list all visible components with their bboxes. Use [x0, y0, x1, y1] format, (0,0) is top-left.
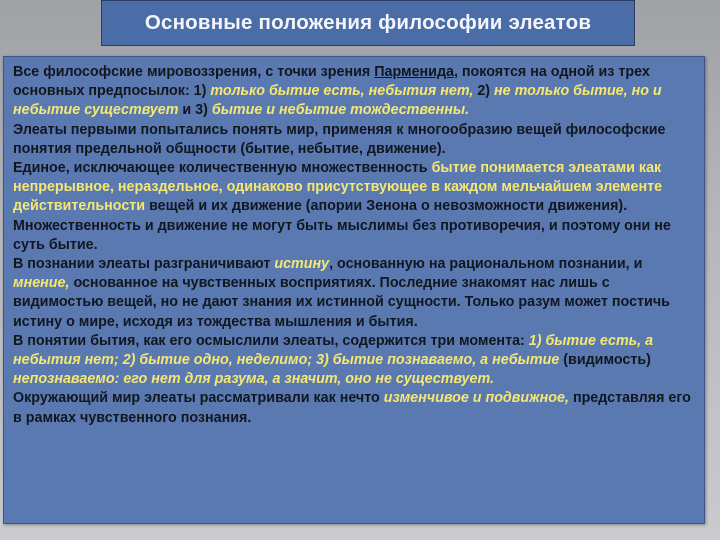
premise-3: бытие и небытие тождественны. — [211, 102, 470, 119]
p1-text: 2) — [473, 83, 495, 100]
opinion-term: мнение, — [13, 275, 70, 292]
p1-text: Все философские мировоззрения, с точки зрения — [13, 64, 375, 80]
p4-text: основанное на чувственных восприятиях. Последние знакомят нас лишь с видимостью вещей, но не дают знания их истинной сущности. Только разум может постичь истину о мире, исходя из тождества мышления и бытия. — [13, 275, 670, 330]
paragraph-6 — [13, 389, 698, 427]
non-being-statement: непознаваемо: его нет для разума, а значит, оно не существует. — [13, 371, 494, 388]
p1-text: и 3) — [178, 102, 212, 119]
truth-term: истину — [274, 256, 330, 273]
being-moments: 1) бытие есть, а небытия нет; 2) бытие одно, неделимо; 3) бытие познаваемо, а небытие — [13, 332, 654, 369]
paragraph-2: Элеаты первыми попытались понять мир, применяя к многообразию вещей философские понятия предельной общности (бытие, небытие, движение). — [13, 121, 666, 157]
p5-text: (видимость) — [559, 352, 651, 369]
p5-text: В понятии бытия, как его осмыслили элеаты, содержится три момента: — [13, 332, 529, 349]
p3-text: вещей и их движение (апории Зенона о невозможности движения). Множественность и движение не могут быть мыслимы без противоречия, и поэтому они не суть бытие. — [13, 198, 671, 253]
changeable-term: изменчивое и подвижное, — [383, 390, 569, 407]
slide-title-box — [101, 0, 635, 46]
p3-text: Единое, исключающее количественную множественность — [13, 160, 432, 177]
slide-content — [3, 56, 705, 524]
parmenides-name: Парменида — [374, 64, 454, 80]
paragraph-3 — [13, 159, 698, 255]
p4-text: В познании элеаты разграничивают — [13, 256, 275, 273]
p4-text: , основанную на рациональном познании, и — [329, 256, 643, 273]
being-definition: бытие понимается элеатами как непрерывное, нераздельное, одинаково присутствующее в каждом мельчайшем элементе действительности — [13, 160, 663, 215]
p6-text: Окружающий мир элеаты рассматривали как нечто — [13, 390, 384, 407]
premise-1: только бытие есть, небытия нет, — [210, 83, 474, 100]
premise-2: не только бытие, но и небытие существует — [13, 83, 662, 119]
slide-title: Основные положения философии элеатов — [144, 11, 592, 34]
p1-text: , покоятся на одной из трех основных предпосылок: 1) — [13, 64, 650, 100]
paragraph-1 — [13, 63, 698, 121]
paragraph-5 — [13, 332, 698, 390]
paragraph-4 — [13, 255, 698, 332]
p6-text: представляя его в рамках чувственного познания. — [13, 390, 691, 426]
